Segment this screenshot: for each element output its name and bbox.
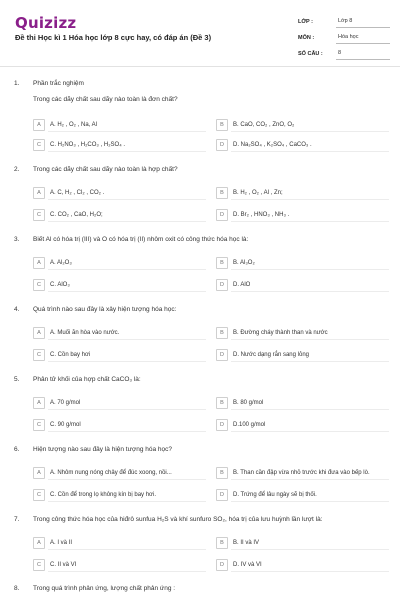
option-b[interactable] xyxy=(216,118,294,131)
option-d[interactable] xyxy=(216,558,262,571)
answer-underline xyxy=(48,199,206,200)
section-heading: Phần trắc nghiệm xyxy=(33,80,84,87)
option-a[interactable] xyxy=(33,396,80,409)
option-text: C. H₂NO₃ , H₂CO₃ , H₂SO₄ . xyxy=(50,141,125,148)
answer-underline xyxy=(48,501,206,502)
answer-underline xyxy=(48,571,206,572)
option-letter-box: A xyxy=(33,467,45,479)
option-text: B. H₂ , O₂ , Al , Zn; xyxy=(233,189,283,196)
option-text: B. 80 g/mol xyxy=(233,399,264,406)
option-text: A. I và II xyxy=(50,539,73,546)
answer-underline xyxy=(48,269,206,270)
option-text: D. AlO xyxy=(233,281,251,288)
option-letter-box: C xyxy=(33,349,45,361)
option-text: A. Al₂O₃ xyxy=(50,259,72,266)
answer-underline xyxy=(48,291,206,292)
question-number: 1. xyxy=(14,80,20,87)
option-a[interactable] xyxy=(33,118,97,131)
option-letter-box: B xyxy=(216,327,228,339)
option-text: B. Đường cháy thành than và nước xyxy=(233,329,328,336)
option-b[interactable] xyxy=(216,326,328,339)
quizizz-logo: Quizizz xyxy=(15,14,77,32)
option-letter-box: A xyxy=(33,187,45,199)
option-letter-box: B xyxy=(216,467,228,479)
option-d[interactable] xyxy=(216,418,265,431)
option-b[interactable] xyxy=(216,466,370,479)
option-text: B. Al₃O₂ xyxy=(233,259,255,266)
answer-underline xyxy=(231,151,389,152)
option-letter-box: A xyxy=(33,327,45,339)
option-text: A. Muối ăn hòa vào nước. xyxy=(50,329,120,336)
option-letter-box: A xyxy=(33,537,45,549)
option-letter-box: D xyxy=(216,139,228,151)
option-text: B. II và IV xyxy=(233,539,260,546)
option-c[interactable] xyxy=(33,348,90,361)
option-c[interactable] xyxy=(33,488,156,501)
option-c[interactable] xyxy=(33,208,103,221)
question-text: Quá trình nào sau đây là xảy hiện tượng hóa học: xyxy=(33,306,177,313)
option-text: A. H₂ , O₂ , Na, Al xyxy=(50,121,98,128)
option-a[interactable] xyxy=(33,536,72,549)
question-number: 2. xyxy=(14,166,20,173)
meta-value: 8 xyxy=(336,47,390,60)
question-text: Biết Al có hóa trị (III) và O có hóa trị (II) nhôm oxit có công thức hóa học là: xyxy=(33,236,249,243)
question-number: 6. xyxy=(14,446,20,453)
option-letter-box: D xyxy=(216,559,228,571)
answer-underline xyxy=(48,361,206,362)
option-text: C. 90 g/mol xyxy=(50,421,81,428)
question-text: Trong các dãy chất sau dãy nào toàn là đơn chất? xyxy=(33,96,178,103)
option-letter-box: C xyxy=(33,489,45,501)
option-text: A. C, H₂ , Cl₂ , CO₂ . xyxy=(50,189,105,196)
option-letter-box: C xyxy=(33,139,45,151)
option-letter-box: A xyxy=(33,257,45,269)
meta-value: Lớp 8 xyxy=(336,15,390,28)
answer-underline xyxy=(231,409,389,410)
option-a[interactable] xyxy=(33,256,72,269)
option-letter-box: D xyxy=(216,279,228,291)
meta-label: LỚP : xyxy=(298,19,313,25)
meta-row-subject xyxy=(298,28,390,44)
meta-label: MÔN : xyxy=(298,35,315,41)
option-text: A. 70 g/mol xyxy=(50,399,81,406)
option-text: C. Cồn để trong lọ không kín bị bay hơi. xyxy=(50,491,156,498)
answer-underline xyxy=(48,151,206,152)
option-letter-box: A xyxy=(33,119,45,131)
option-letter-box: D xyxy=(216,209,228,221)
answer-underline xyxy=(231,549,389,550)
option-c[interactable] xyxy=(33,138,125,151)
answer-underline xyxy=(48,431,206,432)
option-a[interactable] xyxy=(33,466,172,479)
answer-underline xyxy=(48,131,206,132)
option-b[interactable] xyxy=(216,396,263,409)
option-letter-box: A xyxy=(33,397,45,409)
answer-underline xyxy=(231,291,389,292)
answer-underline xyxy=(231,339,389,340)
meta-value: Hóa học xyxy=(336,31,390,44)
answer-underline xyxy=(48,549,206,550)
option-text: C. Cồn bay hơi xyxy=(50,351,91,358)
worksheet-header xyxy=(0,0,400,64)
question-text: Trong các dãy chất sau dãy nào toàn là hợp chất? xyxy=(33,166,178,173)
option-letter-box: C xyxy=(33,419,45,431)
option-d[interactable] xyxy=(216,348,309,361)
question-text: Hiện tượng nào sau đây là hiện tượng hóa học? xyxy=(33,446,173,453)
option-text: B. Than cần đập vừa nhỏ trước khi đưa vào bếp lò. xyxy=(233,469,370,476)
option-d[interactable] xyxy=(216,138,312,151)
answer-underline xyxy=(231,269,389,270)
answer-underline xyxy=(48,409,206,410)
answer-underline xyxy=(48,221,206,222)
option-c[interactable] xyxy=(33,418,81,431)
option-text: D. Br₂ , HNO₃ , NH₃ . xyxy=(233,211,290,218)
worksheet-title: Đề thi Học kì 1 Hóa học lớp 8 cực hay, có đáp án (Đề 3) xyxy=(15,33,212,42)
option-letter-box: D xyxy=(216,349,228,361)
option-letter-box: B xyxy=(216,187,228,199)
answer-underline xyxy=(48,339,206,340)
answer-underline xyxy=(231,131,389,132)
option-text: D.100 g/mol xyxy=(233,421,266,428)
answer-underline xyxy=(231,431,389,432)
answer-underline xyxy=(231,479,389,480)
meta-row-class xyxy=(298,12,390,28)
option-d[interactable] xyxy=(216,208,289,221)
option-text: C. II và VI xyxy=(50,561,77,568)
option-text: D. Trứng để lâu ngày sẽ bị thối. xyxy=(233,491,317,498)
answer-underline xyxy=(231,221,389,222)
option-letter-box: C xyxy=(33,279,45,291)
answer-underline xyxy=(231,199,389,200)
option-letter-box: B xyxy=(216,257,228,269)
meta-row-question-count xyxy=(298,44,390,60)
question-text: Trong công thức hóa học của hiđrô sunfua H₂S và khí sunfuro SO₂, hóa trị của lưu huỳnh lần lượt là: xyxy=(33,516,323,523)
answer-underline xyxy=(48,479,206,480)
option-b[interactable] xyxy=(216,256,255,269)
option-c[interactable] xyxy=(33,278,70,291)
question-number: 7. xyxy=(14,516,20,523)
option-a[interactable] xyxy=(33,186,104,199)
option-text: B. CaO, CO₂ , ZnO, O₂ xyxy=(233,121,295,128)
answer-underline xyxy=(231,361,389,362)
option-letter-box: C xyxy=(33,559,45,571)
option-text: C. CO₂ , CaO, H₂O; xyxy=(50,211,103,218)
option-text: D. IV và VI xyxy=(233,561,262,568)
meta-label: SỐ CÂU : xyxy=(298,51,323,57)
question-text: Phân tử khối của hợp chất CaCO₃ là: xyxy=(33,376,141,383)
option-a[interactable] xyxy=(33,326,119,339)
option-letter-box: B xyxy=(216,397,228,409)
answer-underline xyxy=(231,571,389,572)
option-text: A. Nhôm nung nóng chảy để đúc xoong, nồi... xyxy=(50,469,172,476)
question-number: 8. xyxy=(14,585,20,592)
option-d[interactable] xyxy=(216,488,317,501)
option-letter-box: D xyxy=(216,489,228,501)
question-number: 3. xyxy=(14,236,20,243)
option-b[interactable] xyxy=(216,536,259,549)
option-text: C. AlO₃ xyxy=(50,281,70,288)
option-letter-box: B xyxy=(216,119,228,131)
header-divider xyxy=(0,66,400,67)
question-number: 4. xyxy=(14,306,20,313)
option-text: D. Nước dạng rắn sang lỏng xyxy=(233,351,309,358)
option-b[interactable] xyxy=(216,186,283,199)
answer-underline xyxy=(231,501,389,502)
option-text: D. Na₂SO₄ , K₂SO₄ , CaCO₃ . xyxy=(233,141,312,148)
option-letter-box: D xyxy=(216,419,228,431)
option-d[interactable] xyxy=(216,278,250,291)
worksheet-meta xyxy=(298,12,390,60)
option-c[interactable] xyxy=(33,558,76,571)
option-letter-box: C xyxy=(33,209,45,221)
question-number: 5. xyxy=(14,376,20,383)
question-text: Trong quá trình phản ứng, lượng chất phản ứng : xyxy=(33,585,176,592)
option-letter-box: B xyxy=(216,537,228,549)
